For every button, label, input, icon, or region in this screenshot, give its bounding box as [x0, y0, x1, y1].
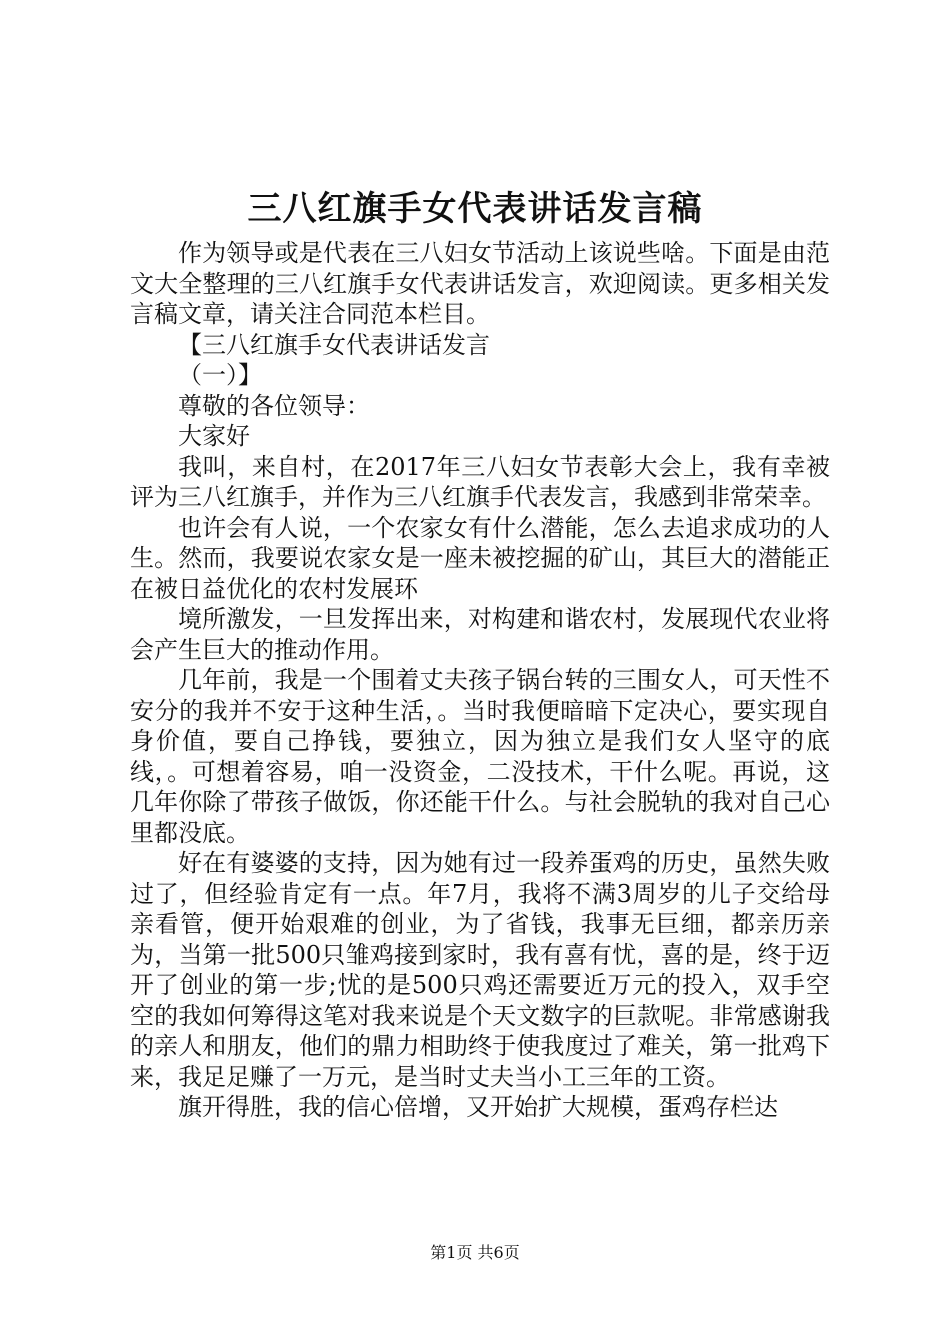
- document-body: [130, 238, 830, 1123]
- paragraph: 作为领导或是代表在三八妇女节活动上该说些啥。下面是由范文大全整理的三八红旗手女代表讲话发言，欢迎阅读。更多相关发言稿文章，请关注合同范本栏目。: [130, 239, 830, 328]
- paragraph: 大家好: [178, 422, 250, 450]
- page-number-footer: 第1页 共6页: [430, 1243, 520, 1262]
- paragraph: 好在有婆婆的支持，因为她有过一段养蛋鸡的历史，虽然失败过了，但经验肯定有一点。年7月，我将不满3周岁的儿子交给母亲看管，便开始艰难的创业，为了省钱，我事无巨细，都亲历亲为，当第一批500只雏鸡接到家时，我有喜有忧，喜的是，终于迈开了创业的第一步;忧的是500只鸡还需要近万元的投入，双手空空的我如何筹得这笔对我来说是个天文数字的巨款呢。非常感谢我的亲人和朋友，他们的鼎力相助终于使我度过了难关，第一批鸡下来，我足足赚了一万元，是当时丈夫当小工三年的工资。: [130, 849, 830, 1091]
- paragraph: 几年前，我是一个围着丈夫孩子锅台转的三围女人，可天性不安分的我并不安于这种生活，。当时我便暗暗下定决心，要实现自身价值，要自己挣钱，要独立，因为独立是我们女人坚守的底线，。可想着容易，咱一没资金，二没技术，干什么呢。再说，这几年你除了带孩子做饭，你还能干什么。与社会脱轨的我对自己心里都没底。: [130, 666, 830, 847]
- paragraph: 也许会有人说，一个农家女有什么潜能，怎么去追求成功的人生。然而，我要说农家女是一座未被挖掘的矿山，其巨大的潜能正在被日益优化的农村发展环: [130, 513, 830, 603]
- paragraph: 尊敬的各位领导：: [178, 391, 370, 420]
- paragraph: 我叫，来自村，在2017年三八妇女节表彰大会上，我有幸被评为三八红旗手，并作为三八红旗手代表发言，我感到非常荣幸。: [130, 452, 830, 511]
- paragraph: 旗开得胜，我的信心倍增，又开始扩大规模，蛋鸡存栏达: [178, 1093, 778, 1121]
- document-title: 三八红旗手女代表讲话发言稿: [247, 189, 703, 229]
- paragraph: （一）】: [178, 361, 262, 389]
- paragraph: 【三八红旗手女代表讲话发言: [178, 330, 490, 359]
- paragraph: 境所激发，一旦发挥出来，对构建和谐农村，发展现代农业将会产生巨大的推动作用。: [130, 605, 830, 664]
